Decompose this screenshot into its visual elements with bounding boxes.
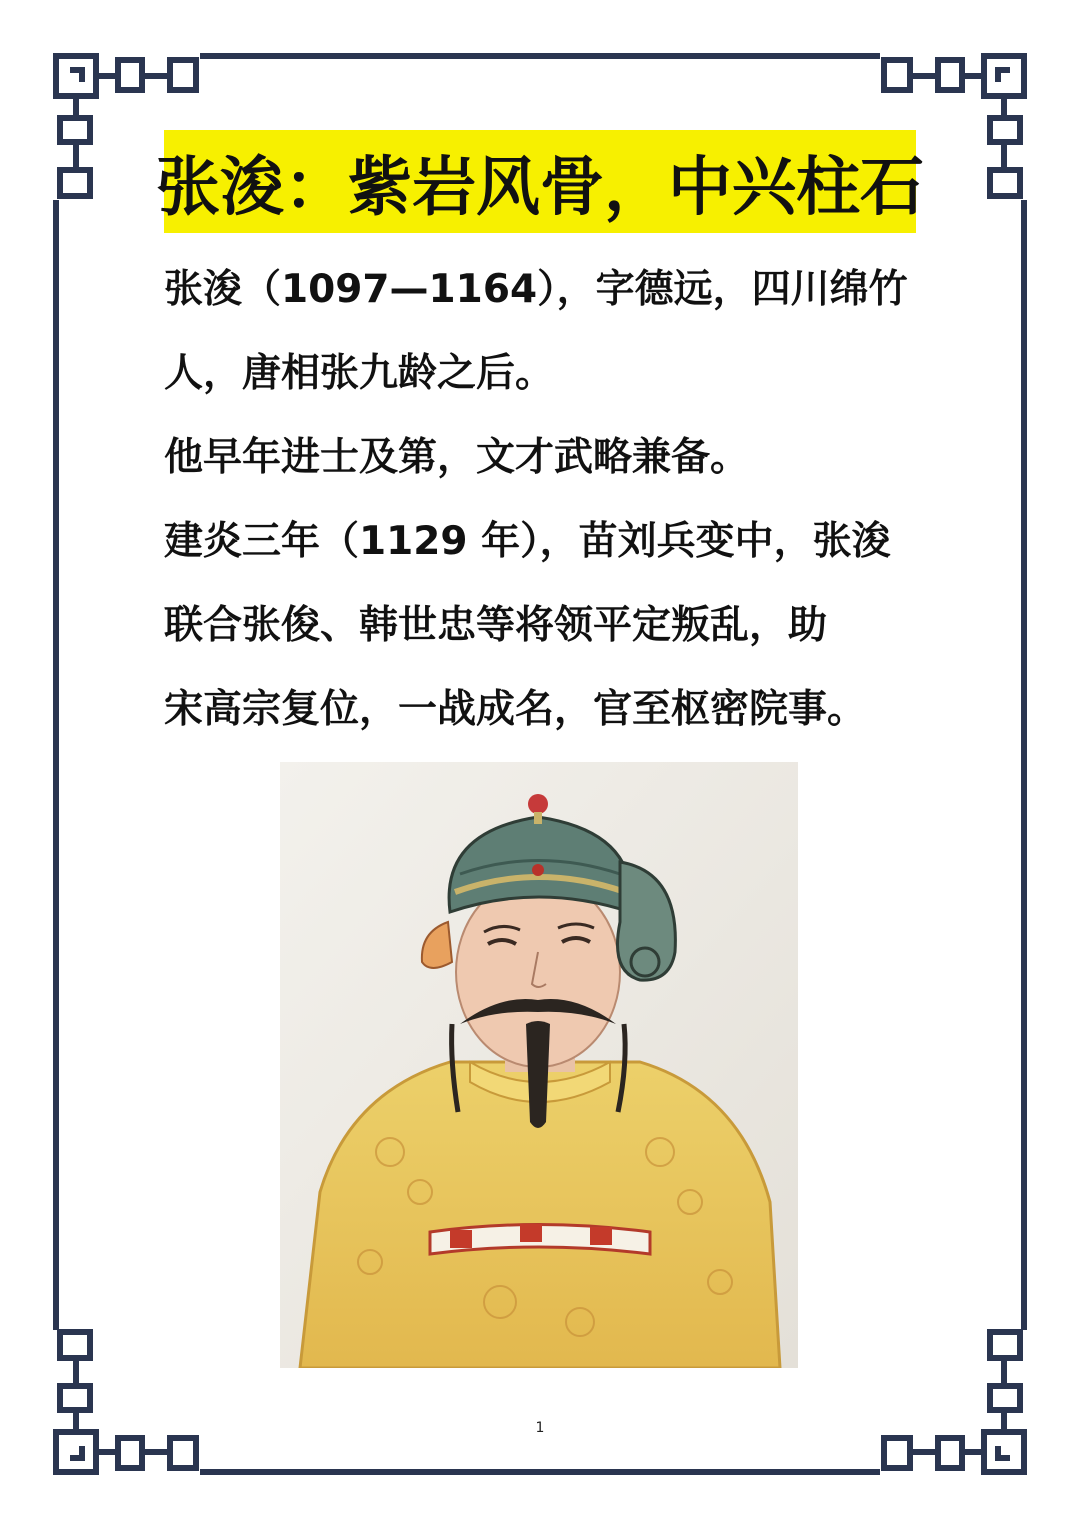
page-number: 1 (535, 1420, 545, 1436)
body-line: 建炎三年（1129 年），苗刘兵变中，张浚 (164, 519, 891, 564)
corner-bottom-right (884, 1332, 1024, 1472)
body-line: 他早年进士及第，文才武略兼备。 (164, 435, 750, 480)
title-highlight (156, 130, 924, 233)
page-title: 张浚：紫岩风骨，中兴柱石 (156, 150, 924, 225)
body-line: 宋高宗复位，一战成名，官至枢密院事。 (164, 687, 867, 732)
body-text (164, 248, 924, 752)
body-line: 联合张俊、韩世忠等将领平定叛乱，助 (164, 603, 828, 648)
corner-bottom-left (56, 1332, 196, 1472)
beard (526, 1021, 550, 1128)
body-line: 张浚（1097—1164），字德远，四川绵竹 (164, 267, 908, 312)
body-line: 人，唐相张九龄之后。 (164, 351, 555, 396)
portrait-illustration (280, 762, 798, 1368)
portrait-image (280, 762, 798, 1368)
